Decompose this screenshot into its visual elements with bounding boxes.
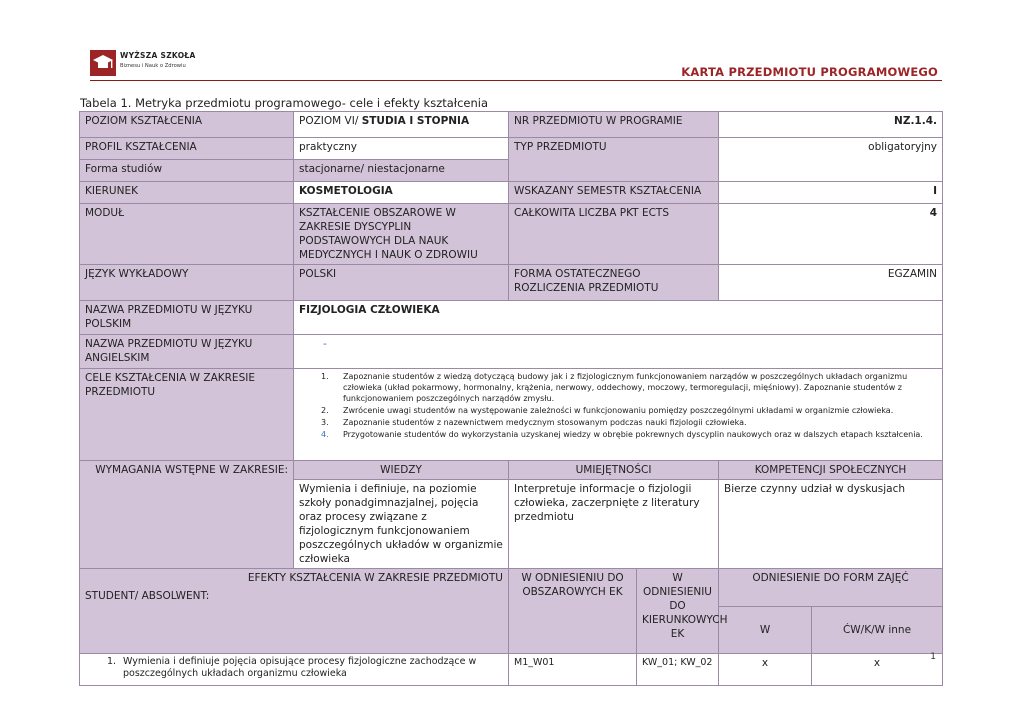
page-number: 1: [930, 652, 936, 662]
header-divider: [90, 80, 942, 81]
efekty-header: [80, 569, 509, 654]
nr-label: NR PRZEDMIOTU W PROGRAMIE: [509, 112, 719, 138]
efekt-text: Wymienia i definiuje pojęcia opisujące procesy fizjologiczne zachodzące w poszczególnych układach organizmu człowieka: [123, 656, 477, 679]
umiejetnosci-text: Interpretuje informacje o fizjologii człowieka, zaczerpnięte z literatury przedmiotu: [509, 480, 719, 569]
typ-label: TYP PRZEDMIOTU: [509, 138, 719, 182]
form-header: ODNIESIENIE DO FORM ZAJĘĆ: [719, 569, 943, 607]
forma-label: Forma studiów: [80, 160, 294, 182]
ects-label: CAŁKOWITA LICZBA PKT ECTS: [509, 204, 719, 265]
rozliczenie-value: EGZAMIN: [719, 265, 943, 301]
goal-text: Przygotowanie studentów do wykorzystania uzyskanej wiedzy w obrębie pokrewnych dyscyplin naukowych oraz w dalszych etapach kształcenia.: [343, 430, 923, 439]
logo-cap-icon: [90, 50, 116, 76]
umiejetnosci-header: UMIEJĘTNOŚCI: [509, 461, 719, 480]
profil-label: PROFIL KSZTAŁCENIA: [80, 138, 294, 160]
document-title: KARTA PRZEDMIOTU PROGRAMOWEGO: [681, 65, 938, 79]
list-item: [299, 429, 937, 440]
list-item: [299, 417, 937, 428]
wiedzy-header: WIEDZY: [294, 461, 509, 480]
nazwa-en-label: NAZWA PRZEDMIOTU W JĘZYKU ANGIELSKIM: [80, 335, 294, 369]
kompetencji-header: KOMPETENCJI SPOŁECZNYCH: [719, 461, 943, 480]
rozliczenie-label: FORMA OSTATECZNEGO ROZLICZENIA PRZEDMIOTU: [509, 265, 719, 301]
kierunek-ek-header: W ODNIESIENIU DO KIERUNKOWYCH EK: [637, 569, 719, 654]
poziom-value: [294, 112, 509, 138]
cele-label: CELE KSZTAŁCENIA W ZAKRESIE PRZEDMIOTU: [80, 369, 294, 461]
semestr-label: WSKAZANY SEMESTR KSZTAŁCENIA: [509, 182, 719, 204]
goal-text: Zwrócenie uwagi studentów na występowanie zależności w funkcjonowaniu pomiędzy poszczególnymi układami w organizmie człowieka.: [343, 406, 894, 415]
nazwa-en-value: [294, 335, 943, 369]
logo-line-2: Biznesu i Nauk o Zdrowiu: [120, 63, 186, 69]
table-row: [80, 265, 943, 301]
poziom-bold: STUDIA I STOPNIA: [361, 115, 470, 127]
cele-value: [294, 369, 943, 461]
modul-label: MODUŁ: [80, 204, 294, 265]
wymagania-label: WYMAGANIA WSTĘPNE W ZAKRESIE:: [80, 461, 294, 569]
ects-value: 4: [719, 204, 943, 265]
cw-header: ĆW/K/W inne: [812, 607, 943, 654]
poziom-label: POZIOM KSZTAŁCENIA: [80, 112, 294, 138]
forma-value: stacjonarne/ niestacjonarne: [294, 160, 509, 182]
table-row: [80, 369, 943, 461]
obszar-header: W ODNIESIENIU DO OBSZAROWYCH EK: [509, 569, 637, 654]
table-row: [80, 301, 943, 335]
efekt-w: x: [719, 654, 812, 686]
goal-number: 3.: [321, 418, 329, 427]
modul-value: KSZTAŁCENIE OBSZAROWE W ZAKRESIE DYSCYPLIN PODSTAWOWYCH DLA NAUK MEDYCZNYCH I NAUK O ZDROWIU: [294, 204, 509, 265]
nazwa-en-dash: -: [323, 338, 327, 350]
student-label: STUDENT/ ABSOLWENT:: [85, 590, 210, 602]
table-row: [80, 182, 943, 204]
goal-number: 1.: [321, 372, 329, 381]
table-caption: Tabela 1. Metryka przedmiotu programowego- cele i efekty kształcenia: [80, 96, 488, 110]
efekt-kierunek: KW_01; KW_02: [637, 654, 719, 686]
table-row: [80, 112, 943, 138]
table-row: [80, 461, 943, 480]
wiedzy-text: Wymienia i definiuje, na poziomie szkoły ponadgimnazjalnej, pojęcia oraz procesy związane z fizjologicznym funkcjonowaniem poszczególnych układów w organizmie człowieka: [294, 480, 509, 569]
semestr-value: I: [719, 182, 943, 204]
table-row: [80, 335, 943, 369]
efekt-number: 1.: [107, 656, 117, 667]
goal-text: Zapoznanie studentów z wiedzą dotyczącą budowy jak i z fizjologicznym funkcjonowaniem narządów w poszczególnych układach organizmu człowieka (układ pokarmowy, hormonalny, krążenia, nerwowy, oddechowy, moczowy, termoregulacji, mięśniowy). Zapoznanie studentów z funkcjonowaniem poszczególnych narządów zmysłu.: [343, 372, 908, 403]
typ-value: obligatoryjny: [719, 138, 943, 182]
school-logo: [90, 48, 202, 78]
list-item: [299, 371, 937, 404]
list-item: [299, 405, 937, 416]
nazwa-pl-label: NAZWA PRZEDMIOTU W JĘZYKU POLSKIM: [80, 301, 294, 335]
efekt-cw: x: [812, 654, 943, 686]
nr-value: NZ.1.4.: [719, 112, 943, 138]
table-row: [80, 569, 943, 607]
efekty-title: EFEKTY KSZTAŁCENIA W ZAKRESIE PRZEDMIOTU: [247, 572, 503, 584]
course-metric-table: [79, 111, 943, 686]
table-row: [80, 204, 943, 265]
kierunek-value: KOSMETOLOGIA: [294, 182, 509, 204]
efekt-obszar: M1_W01: [509, 654, 637, 686]
kierunek-label: KIERUNEK: [80, 182, 294, 204]
w-header: W: [719, 607, 812, 654]
jezyk-label: JĘZYK WYKŁADOWY: [80, 265, 294, 301]
efekt-text-cell: [80, 654, 509, 686]
table-row: [80, 654, 943, 686]
goal-number: 4.: [321, 430, 329, 439]
nazwa-pl-value: FIZJOLOGIA CZŁOWIEKA: [294, 301, 943, 335]
goals-list: [299, 371, 937, 440]
goal-text: Zapoznanie studentów z nazewnictwem medycznym stosowanym podczas nauki fizjologii człowieka.: [343, 418, 747, 427]
kompetencji-text: Bierze czynny udział w dyskusjach: [719, 480, 943, 569]
table-row: [80, 138, 943, 160]
jezyk-value: POLSKI: [294, 265, 509, 301]
profil-value: praktyczny: [294, 138, 509, 160]
logo-line-1: WYŻSZA SZKOŁA: [120, 51, 196, 60]
poziom-prefix: POZIOM VI/: [299, 115, 362, 127]
goal-number: 2.: [321, 406, 329, 415]
